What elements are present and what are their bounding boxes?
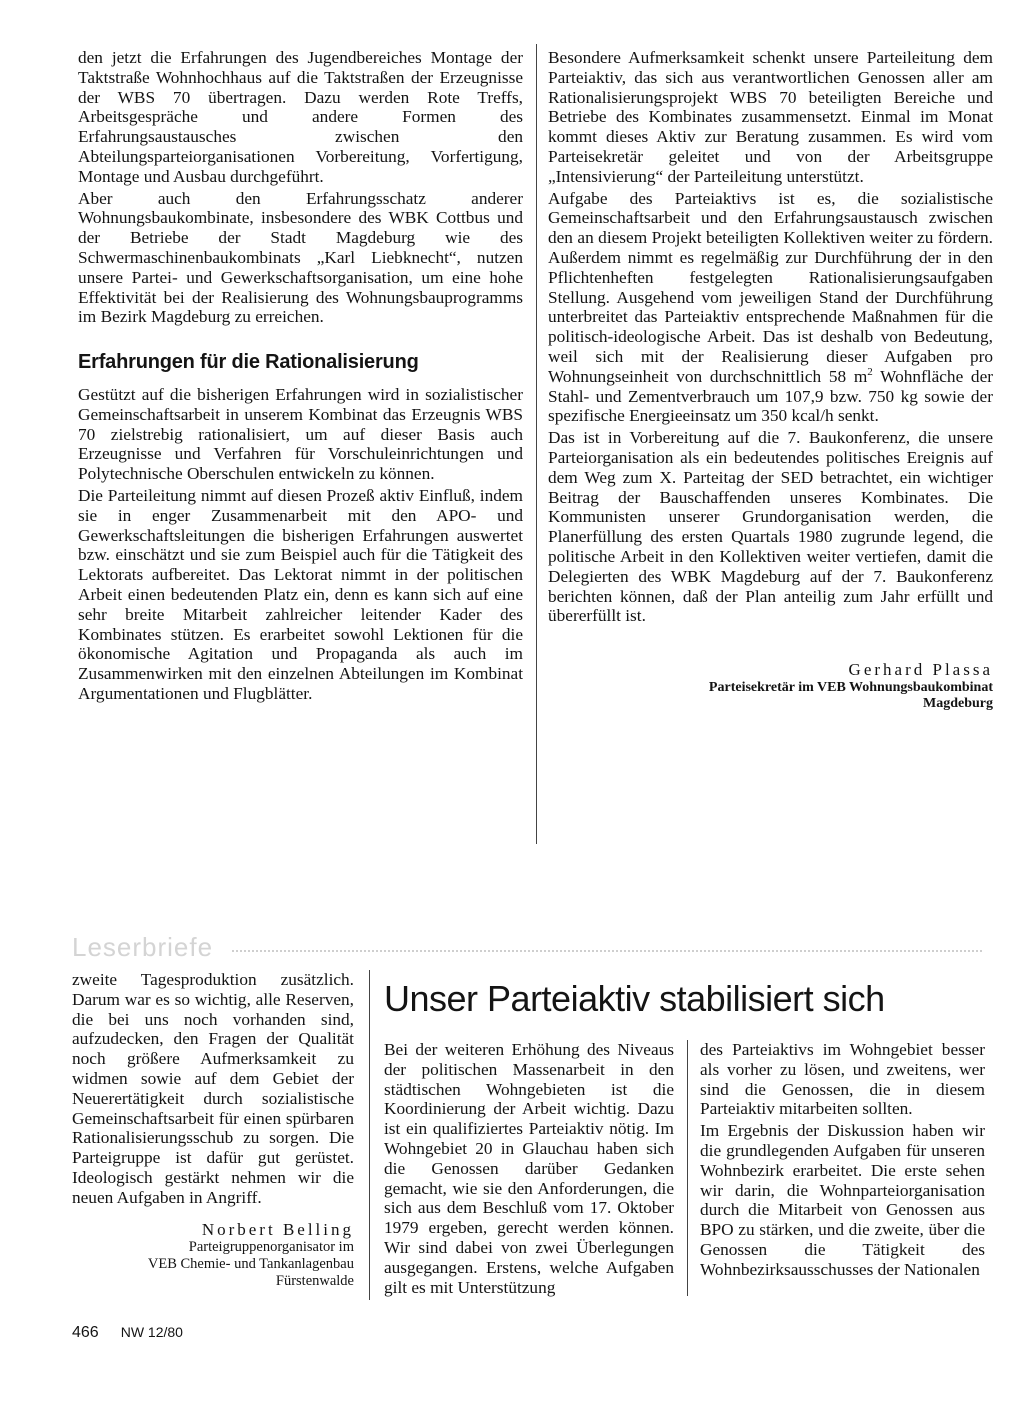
column-divider (687, 1040, 688, 1296)
paragraph: des Parteiaktivs im Wohngebiet besser als vorher zu lösen, und zweitens, wer sind die Genossen, die in diesem Parteiaktiv mitarbeiten sollten. (700, 1040, 985, 1119)
paragraph: Im Ergebnis der Diskussion haben wir die grundlegenden Aufgaben für unseren Wohnbezirk erarbeitet. Die erste sehen wir darin, die Wohnparteiorganisation durch die Mitarbeit von Genossen aus BPO zu stärken, und die zweite, über die Genossen die Tätigkeit des Wohnbezirksausschusses der Nationalen (700, 1121, 985, 1279)
author-company: VEB Chemie- und Tankanlagenbau (147, 1256, 354, 1273)
letter-headline: Unser Parteiaktiv stabilisiert sich (384, 978, 885, 1019)
paragraph (548, 189, 993, 427)
paragraph: zweite Tagesproduktion zusätzlich. Darum war es so wichtig, alle Reserven, die bei uns noch vorhanden sind, aufzudecken, den Fragen der Qualität noch größere Aufmerksamkeit zu widmen sowie auf dem Gebiet der Neuerertätigkeit durch sozialistische Gemeinschaftsarbeit für einen spürbaren Rationalisierungsschub zu sorgen. Die Parteigruppe ist dafür gut gerüstet. Ideologisch gestärkt nehmen wir die neuen Aufgaben in Angriff. (72, 970, 354, 1207)
paragraph-text: Aufgabe des Parteiaktivs ist es, die sozialistische Gemeinschaftsarbeit und den Erfahrungsaustausch zwischen den an diesem Projekt beteiligten Kollektiven weiter zu fördern. Außerdem nimmt es regelmäßig zur Durchführung der in den Pflichtenheften festgelegten Rationalisierungsaufgaben Stellung. Ausgehend vom jeweiligen Stand der Durchführung unterbreitet das Parteiaktiv entsprechende Maßnahmen für die politisch-ideologische Arbeit. Das ist deshalb von Bedeutung, weil sich mit der Realisierung dieser Aufgaben pro Wohnungseinheit von durchschnittlich 58 m (548, 188, 993, 386)
paragraph: Besondere Aufmerksamkeit schenkt unsere Parteileitung dem Parteiaktiv, das sich aus verantwortlichen Genossen aller am Rationalisierungsprojekt WBS 70 beteiligten Bereiche und Betriebe des Kombinates zusammensetzt. Einmal im Monat kommt dieses Aktiv zur Beratung zusammen. Es wird vom Parteisekretär geleitet und von der Arbeitsgruppe „Intensivierung“ der Parteileitung unterstützt. (548, 48, 993, 186)
section-banner (72, 932, 982, 962)
paragraph: Aber auch den Erfahrungsschatz anderer Wohnungsbaukombinate, insbesondere des WBK Cottbus und der Betriebe der Stadt Magdeburg wie des Schwermaschinenbaukombinats „Karl Liebknecht“, nutzen unsere Partei- und Gewerkschaftsorganisation, um eine hohe Effektivität bei der Realisierung des Wohnungsbauprogramms im Bezirk Magdeburg zu erreichen. (78, 188, 523, 327)
letter-column (72, 970, 354, 1290)
author-role: Parteisekretär im VEB Wohnungsbaukombinat (708, 679, 993, 695)
page-footer (72, 1324, 183, 1342)
paragraph-text: Wohnfläche der Stahl- und Zementverbrauch um 107,9 bzw. 750 kg sowie der spezifische Energieeinsatz um 350 kcal/h senkt. (548, 366, 993, 426)
column-divider (369, 970, 370, 1300)
article-column-right (548, 48, 993, 712)
paragraph: Bei der weiteren Erhöhung des Niveaus der politischen Massenarbeit in den städtischen Wohngebieten ist die Koordinierung der Arbeit wichtig. Dazu ist ein qualifiziertes Parteiaktiv nötig. Im Wohngebiet 20 in Glauchau haben sich die Genossen darüber Gedanken gemacht, wie sie den Anforderungen, die sich aus dem Beschluß vom 17. Oktober 1979 ergeben, gerecht werden können. Wir sind dabei von zwei Überlegungen ausgegangen. Erstens, welche Aufgaben gilt es mit Unterstützung (384, 1040, 674, 1297)
section-banner-label: Leserbriefe (72, 932, 214, 962)
superscript: 2 (867, 365, 873, 378)
paragraph: den jetzt die Erfahrungen des Jugendbereiches Montage der Taktstraße Wohnhochhaus auf die Taktstraßen der Erzeugnisse der WBS 70 übertragen. Dazu werden Rote Treffs, Arbeitsgespräche und andere Formen des Erfahrungsaustausches zwischen den Abteilungsparteiorganisationen Vorbereitung, Vorfertigung, Montage und Ausbau durchgeführt. (78, 48, 523, 186)
author-location: Magdeburg (923, 695, 993, 711)
author-name: Gerhard Plassa (848, 660, 993, 680)
column-divider (536, 44, 537, 844)
section-subheading: Erfahrungen für die Rationalisierung (78, 351, 419, 374)
author-location: Fürstenwalde (275, 1273, 354, 1290)
article-column-left (78, 48, 523, 704)
letter-column (700, 1040, 985, 1280)
issue-label: NW 12/80 (120, 1324, 183, 1340)
author-name: Norbert Belling (201, 1219, 354, 1239)
author-role: Parteigruppenorganisator im (188, 1239, 354, 1256)
banner-rule (232, 950, 982, 952)
paragraph: Das ist in Vorbereitung auf die 7. Baukonferenz, die unsere Parteiorganisation als ein bedeutendes politisches Ereignis auf dem Weg zum X. Parteitag der SED betrachtet, ein wichtiger Beitrag der Bauschaffenden unseres Kombinates. Die Kommunisten unserer Grundorganisation werden, die Planerfüllung des ersten Quartals 1980 zugrunde legend, die politische Arbeit in den Kollektiven weiter vertiefen, damit die Delegierten des WBK Magdeburg auf der 7. Baukonferenz berichten können, daß der Plan anteilig zum Jahr erfüllt und übererfüllt ist. (548, 428, 993, 626)
paragraph: Die Parteileitung nimmt auf diesen Prozeß aktiv Einfluß, indem sie in enger Zusammenarbeit mit den APO- und Gewerkschaftsleitungen die bisherigen Erfahrungen auswertet bzw. einschätzt und sie zum Beispiel auch für die Tätigkeit des Lektorats aufbereitet. Das Lektorat nimmt in der politischen Arbeit einen bedeutenden Platz ein, denn es kann sich auf eine sehr breite Mitarbeit zahlreicher leitender Kader des Kombinates stützen. Es erarbeitet sowohl Lektionen für die ökonomische Agitation und Propaganda als auch im Zusammenwirken mit den einzelnen Abteilungen im Kombinat Argumentationen und Flugblätter. (78, 485, 523, 703)
page-number: 466 (72, 1324, 99, 1341)
letter-column (384, 1040, 674, 1297)
paragraph: Gestützt auf die bisherigen Erfahrungen wird in sozialistischer Gemeinschaftsarbeit in unserem Kombinat das Erzeugnis WBS 70 zielstrebig rationalisiert, um auf dieser Basis auch Erzeugnisse und Verfahren für Vorschuleinrichtungen und Polytechnische Oberschulen entwickeln zu können. (78, 384, 523, 484)
